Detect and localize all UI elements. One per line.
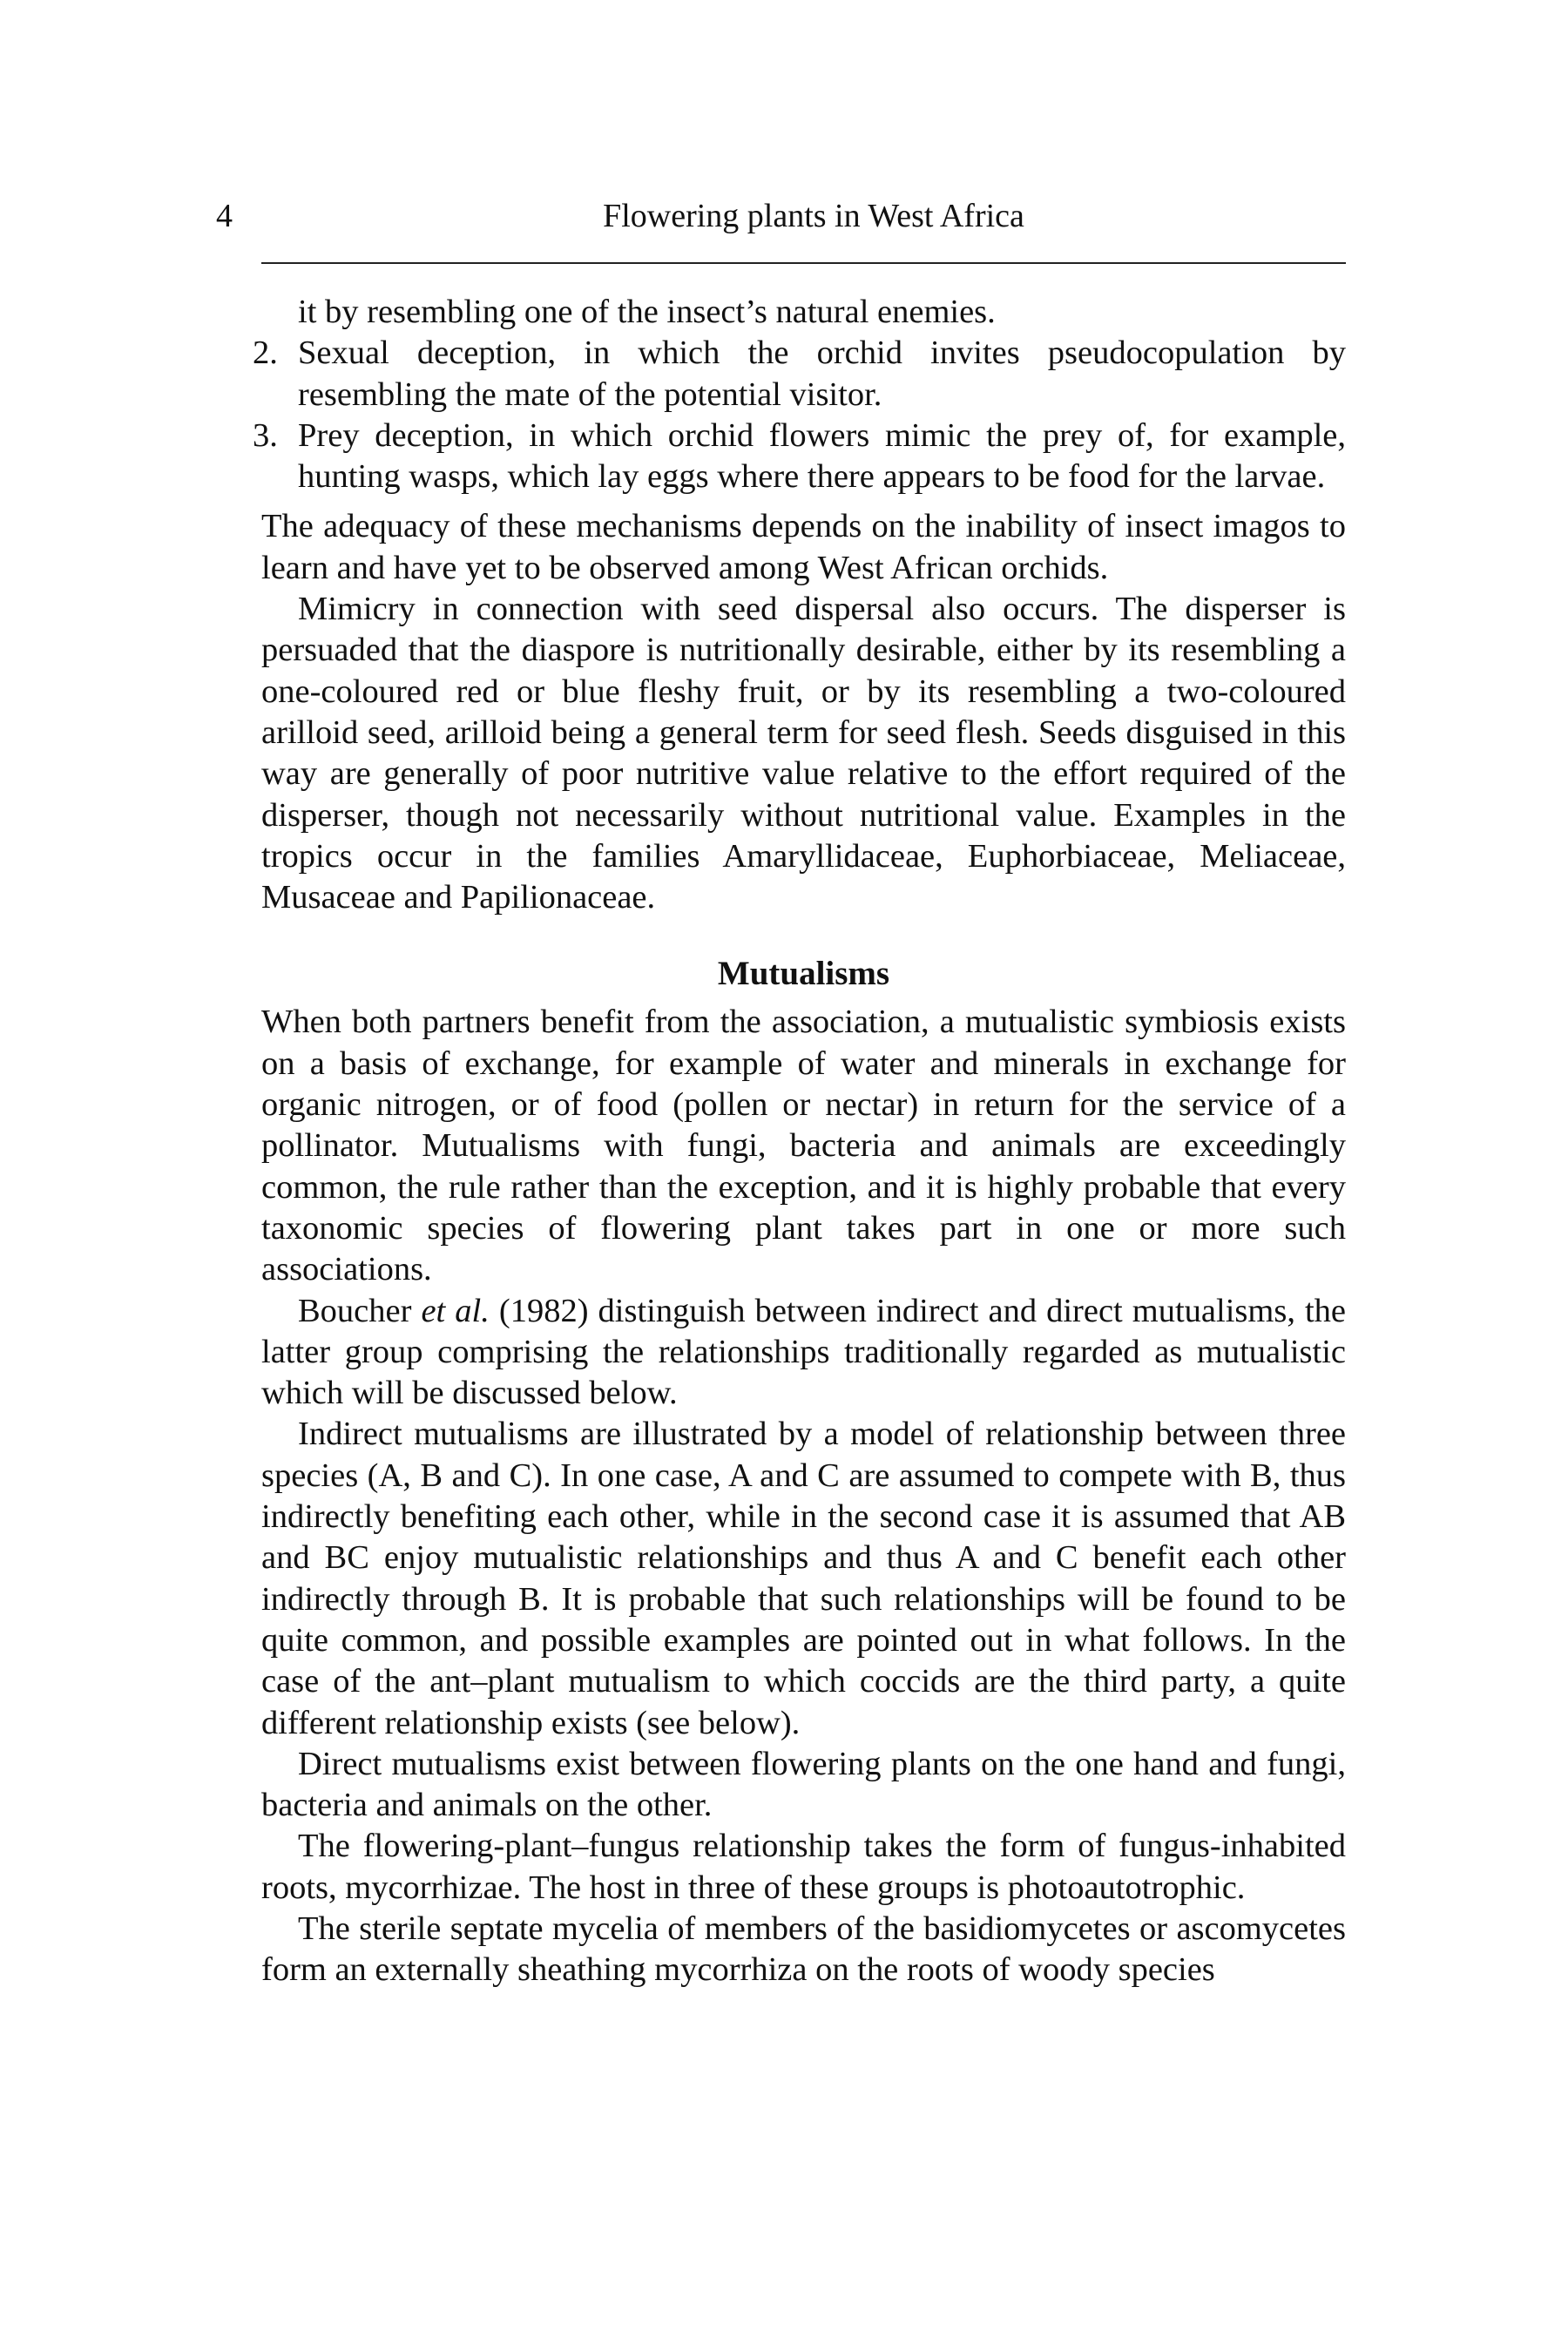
author-name: Boucher — [298, 1292, 412, 1329]
paragraph-indirect-mutualisms: Indirect mutualisms are illustrated by a model of relationship between three species (A, B and C). In one case, A and C are assumed to compete with B, thus indirectly benefiting each other, while in the second case it is assumed that AB and BC enjoy mutualistic relationships and thus A and C benefit each other indirectly through B. It is probable that such relationships will be found to be quite common, and possible examples are pointed out in what follows. In the case of the ant–plant mutualism to which coccids are the third party, a quite different relationship exists (see below). — [261, 1416, 1346, 1741]
paragraph-septate-mycelia: The sterile septate mycelia of members of the basidiomycetes or ascomycetes form an externally sheathing mycorrhiza on the roots of woody species — [261, 1909, 1346, 1989]
paragraph-adequacy: The adequacy of these mechanisms depends on the inability of insect imagos to learn and have yet to be observed among West African orchids. — [261, 508, 1346, 586]
paragraph-boucher-rest: (1982) distinguish between indirect and direct mutualisms, the latter group comprising the relationships traditionally regarded as mutualistic which will be discussed below. — [261, 1292, 1347, 1412]
header-rule — [261, 262, 1346, 264]
section-heading-mutualisms: Mutualisms — [717, 955, 890, 993]
et-al: et al. — [421, 1292, 490, 1329]
list-item-text: Prey deception, in which orchid flowers mimic the prey of, for example, hunting wasps, which lay eggs where there appears to be food for the larvae. — [298, 416, 1346, 496]
list-item-text: Sexual deception, in which the orchid invites pseudocopulation by resembling the mate of the potential visitor. — [298, 335, 1346, 413]
list-number: 3. — [253, 416, 278, 454]
paragraph-boucher — [261, 1291, 1346, 1415]
running-title: Flowering plants in West Africa — [603, 198, 1024, 234]
list-continuation-text: it by resembling one of the insect’s natural enemies. — [298, 294, 996, 330]
list-continuation — [261, 292, 1346, 333]
list-item-2 — [253, 333, 1346, 416]
paragraph-mycorrhizae: The flowering-plant–fungus relationship takes the form of fungus-inhabited roots, mycorrhizae. The host in three of these groups is photoautotrophic. — [261, 1828, 1346, 1906]
list-number: 2. — [253, 335, 278, 372]
list-item-3 — [253, 416, 1346, 498]
paragraph-direct-mutualisms: Direct mutualisms exist between flowering plants on the one hand and fungi, bacteria and animals on the other. — [261, 1745, 1346, 1824]
paragraph-mutualism-intro: When both partners benefit from the association, a mutualistic symbiosis exists on a basis of exchange, for example of water and minerals in exchange for organic nitrogen, or of food (pollen or nectar) in return for the service of a pollinator. Mutualisms with fungi, bacteria and animals are exceedingly common, the rule rather than the exception, and it is highly probable that every taxonomic species of flowering plant takes part in one or more such associations. — [261, 1004, 1346, 1288]
body-text — [253, 292, 1347, 1991]
running-head — [213, 190, 1354, 242]
paragraph-mimicry: Mimicry in connection with seed dispersal also occurs. The disperser is persuaded that the diaspore is nutritionally desirable, either by its resembling a one-coloured red or blue fleshy fruit, or by its resembling a two-coloured arilloid seed, arilloid being a general term for seed flesh. Seeds disguised in this way are generally of poor nutritive value relative to the effort required of the disperser, though not necessarily without nutritional value. Examples in the tropics occur in the families Amaryllidaceae, Euphorbiaceae, Meliaceae, Musaceae and Papilionaceae. — [261, 591, 1346, 916]
page-number: 4 — [216, 198, 233, 234]
